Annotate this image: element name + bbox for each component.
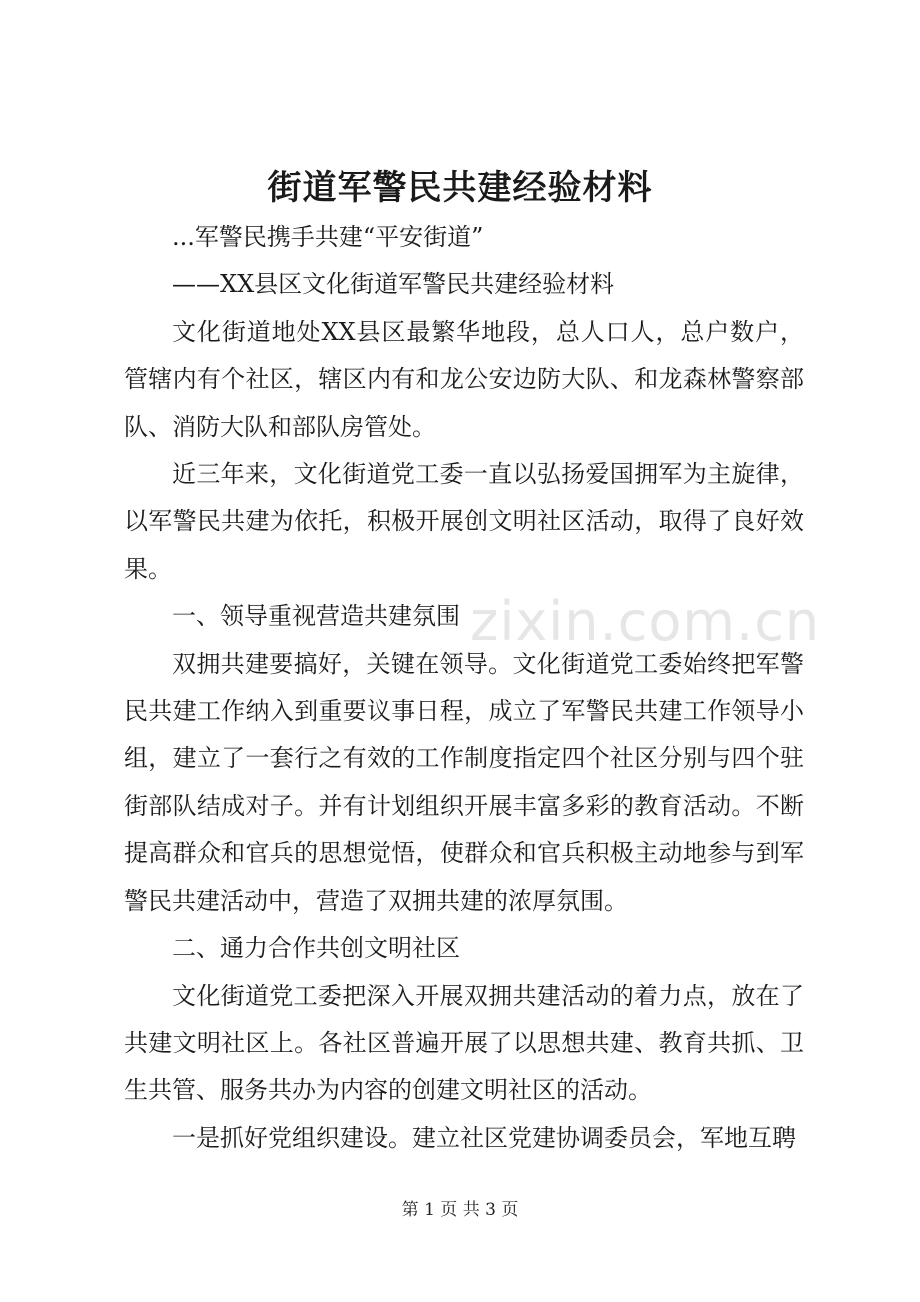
subtitle-source: ——XX县区文化街道军警民共建经验材料 <box>172 270 615 299</box>
section-heading: 一、领导重视营造共建氛围 <box>172 602 460 631</box>
section-heading: 二、通力合作共创文明社区 <box>172 934 460 963</box>
paragraph: 一是抓好党组织建设。建立社区党建协调委员会，军地互聘 <box>172 1123 796 1152</box>
document-title: 街道军警民共建经验材料 <box>267 168 653 208</box>
subtitle-line: ...军警民携手共建“平安街道” <box>172 223 484 251</box>
paragraph: 近三年来，文化街道党工委一直以弘扬爱国拥军为主旋律，以军警民共建为依托，积极开展创文明社区活动，取得了良好效果。 <box>124 460 804 583</box>
page-footer: 第 1 页 共 3 页 <box>401 1200 519 1220</box>
document-body <box>124 214 804 1162</box>
paragraph: 文化街道地处XX县区最繁华地段，总人口人，总户数户，管辖内有个社区，辖区内有和龙公安边防大队、和龙森林警察部队、消防大队和部队房管处。 <box>124 317 804 441</box>
paragraph: 文化街道党工委把深入开展双拥共建活动的着力点，放在了共建文明社区上。各社区普遍开展了以思想共建、教育共抓、卫生共管、服务共办为内容的创建文明社区的活动。 <box>124 981 804 1105</box>
paragraph: 双拥共建要搞好，关键在领导。文化街道党工委始终把军警民共建工作纳入到重要议事日程，成立了军警民共建工作领导小组，建立了一套行之有效的工作制度指定四个社区分别与四个驻街部队结成对子。并有计划组织开展丰富多彩的教育活动。不断提高群众和官兵的思想觉悟，使群众和官兵积极主动地参与到军警民共建活动中，营造了双拥共建的浓厚氛围。 <box>124 649 804 915</box>
watermark: zixin.com.cn <box>470 590 821 653</box>
